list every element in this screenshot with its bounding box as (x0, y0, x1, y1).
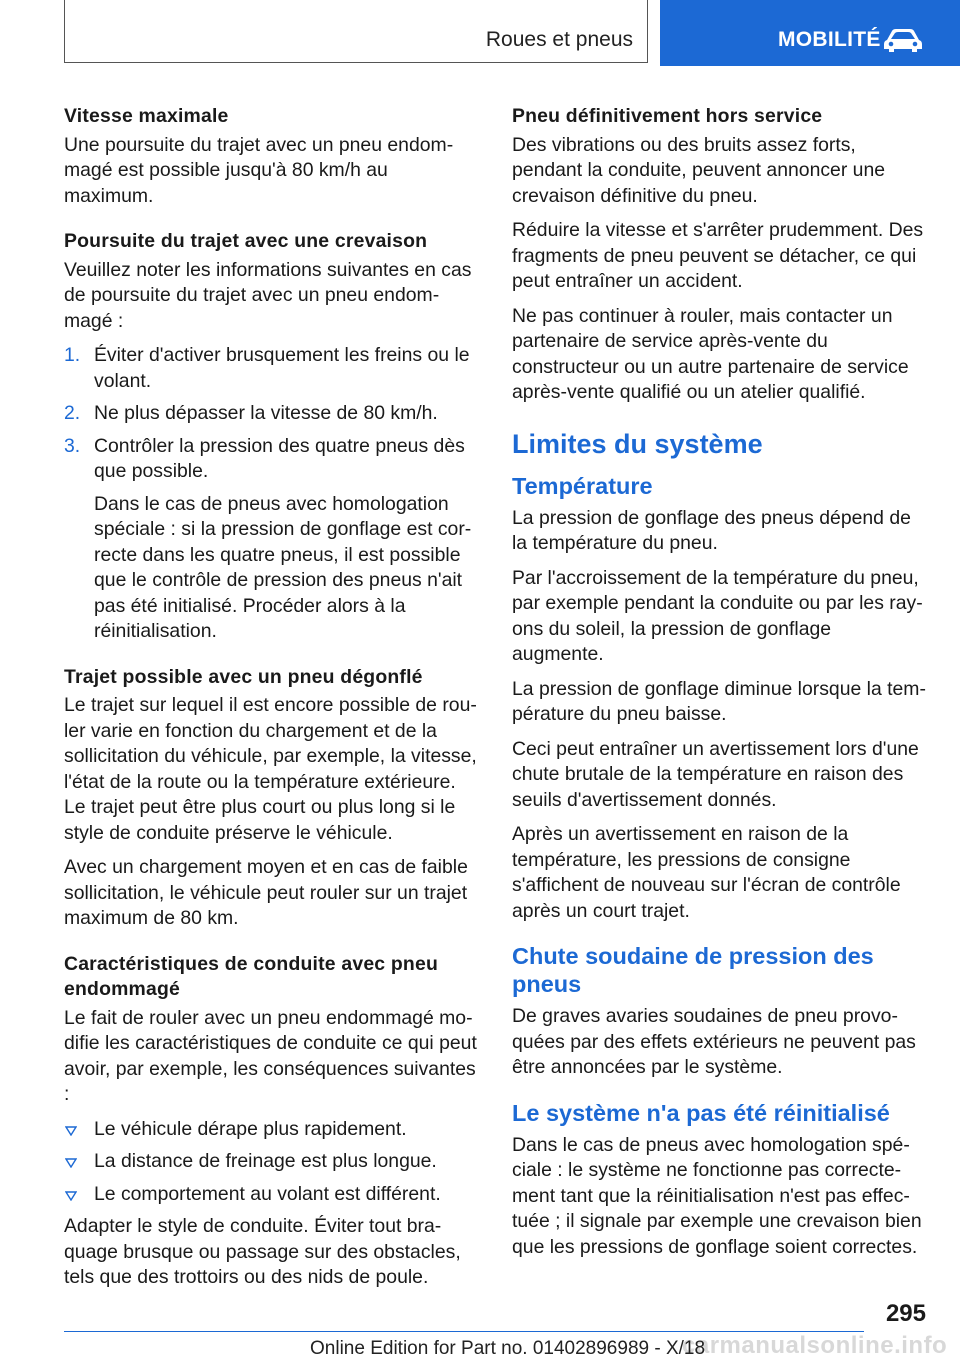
page-number: 295 (885, 1300, 926, 1327)
list-item-text: Le véhicule dérape plus rapidement. (94, 1117, 407, 1140)
paragraph: Ne pas continuer à rouler, mais contacter un partenaire de service après-vente du constructeur ou un autre partenaire de service après-vente qualifié ou un atelier qualifié. (512, 304, 909, 403)
paragraph: De graves avaries soudaines de pneu provoquées par des effets extérieurs ne peuvent pas être annoncées par le système. (512, 1005, 916, 1078)
list-item-text: Ne plus dépasser la vitesse de 80 km/h. (94, 402, 438, 424)
paragraph: Avec un chargement moyen et en cas de faible sollicitation, le véhicule peut rouler sur un trajet maximum de 80 km. (64, 856, 468, 929)
paragraph: Une poursuite du trajet avec un pneu endommagé est possible jusqu'à 80 km/h au maximum. (64, 133, 454, 207)
list-item-text: Le comportement au volant est différent. (94, 1182, 441, 1205)
list-item-text: Contrôler la pression des quatre pneus dès que possible. (94, 434, 465, 482)
paragraph: Par l'accroissement de la température du pneu, par exemple pendant la conduite ou par les rayons du soleil, la pression de gonflage augmente. (512, 566, 923, 665)
triangle-bullet-icon (65, 1191, 77, 1201)
paragraph: Le fait de rouler avec un pneu endommagé modifie les caractéristiques de conduite ce qui peut avoir, par exemple, les conséquences suivantes : (64, 1006, 477, 1105)
list-number: 3. (64, 434, 81, 457)
paragraph: Ceci peut entraîner un avertissement lors d'une chute brutale de la température en raison des seuils d'avertissement donnés. (512, 737, 919, 811)
heading-deflated-range: Trajet possible avec un pneu dégonflé (64, 665, 423, 688)
heading-temperature: Température (512, 472, 653, 499)
list-item (64, 1149, 478, 1175)
list-note: Dans le cas de pneus avec homologation spéciale : si la pression de gonflage est correcte dans les quatre pneus, il est possible que le contrôle de pression des pneus n'ait pas été initialisé. Procéder alors à la réinitialisation. (94, 492, 472, 642)
chapter-title: MOBILITÉ (778, 28, 881, 51)
section-title: Roues et pneus (485, 28, 633, 51)
heading-continue-with-puncture: Poursuite du trajet avec une crevaison (64, 230, 428, 252)
section-tab (64, 0, 648, 63)
paragraph: Réduire la vitesse et s'arrêter prudemment. Des fragments de pneu peuvent se détacher, ce qui peut entraîner un accident. (512, 219, 924, 292)
list-item (64, 1182, 478, 1208)
heading-tyre-out-of-service: Pneu définitivement hors service (512, 105, 823, 127)
list-number: 2. (64, 402, 81, 424)
edition-note: Online Edition for Part no. 01402896989 - X/18 (310, 1338, 706, 1359)
right-column (512, 104, 928, 1269)
list-number: 1. (64, 344, 81, 366)
paragraph: Le trajet sur lequel il est encore possible de rouler varie en fonction du chargement et de la sollicitation du véhicule, par exemple, la vitesse, l'état de la route ou la température extérieure. Le trajet peut être plus court ou plus long si le style de conduite préserve le véhicule. (64, 694, 477, 844)
list-item-text: La distance de freinage est plus longue. (94, 1150, 437, 1172)
paragraph: La pression de gonflage diminue lorsque la température du pneu baisse. (512, 677, 926, 725)
paragraph: Veuillez noter les informations suivantes en cas de poursuite du trajet avec un pneu endommagé : (64, 258, 472, 332)
list-item (64, 434, 478, 485)
paragraph: Après un avertissement en raison de la température, les pressions de consigne s'affichent de nouveau sur l'écran de contrôle après un court trajet. (512, 823, 901, 922)
car-icon (882, 26, 924, 54)
paragraph: Adapter le style de conduite. Éviter tout braquage brusque ou passage sur des obstacles, tels que des trottoirs ou des nids de poule. (64, 1215, 461, 1288)
list-item (64, 401, 478, 427)
paragraph: La pression de gonflage des pneus dépend de la température du pneu. (512, 506, 911, 554)
triangle-bullet-icon (65, 1158, 77, 1168)
paragraph: Dans le cas de pneus avec homologation spéciale : le système ne fonctionne pas correctement tant que la réinitialisation n'est pas effectuée ; il signale par exemple une crevaison bien que les pressions de gonflage soient correctes. (512, 1133, 922, 1258)
left-column (64, 104, 478, 1300)
paragraph: Des vibrations ou des bruits assez forts, pendant la conduite, peuvent annoncer une crevaison définitive du pneu. (512, 133, 886, 207)
list-item-text: Éviter d'activer brusquement les freins ou le volant. (94, 344, 470, 392)
list-item (64, 1117, 478, 1143)
page-header (0, 0, 960, 66)
heading-system-limits: Limites du système (512, 428, 763, 459)
watermark: carmanualsonline.info (682, 1332, 948, 1359)
heading-sudden-pressure-drop: Chute soudaine de pression des pneus (512, 943, 874, 997)
heading-system-not-reset: Le système n'a pas été réinitialisé (512, 1099, 890, 1126)
triangle-bullet-icon (65, 1126, 77, 1136)
heading-driving-characteristics: Caractéristiques de conduite avec pneu endommagé (64, 952, 438, 1000)
chapter-tab (660, 0, 960, 66)
list-item (64, 343, 478, 394)
heading-max-speed: Vitesse maximale (64, 105, 229, 127)
